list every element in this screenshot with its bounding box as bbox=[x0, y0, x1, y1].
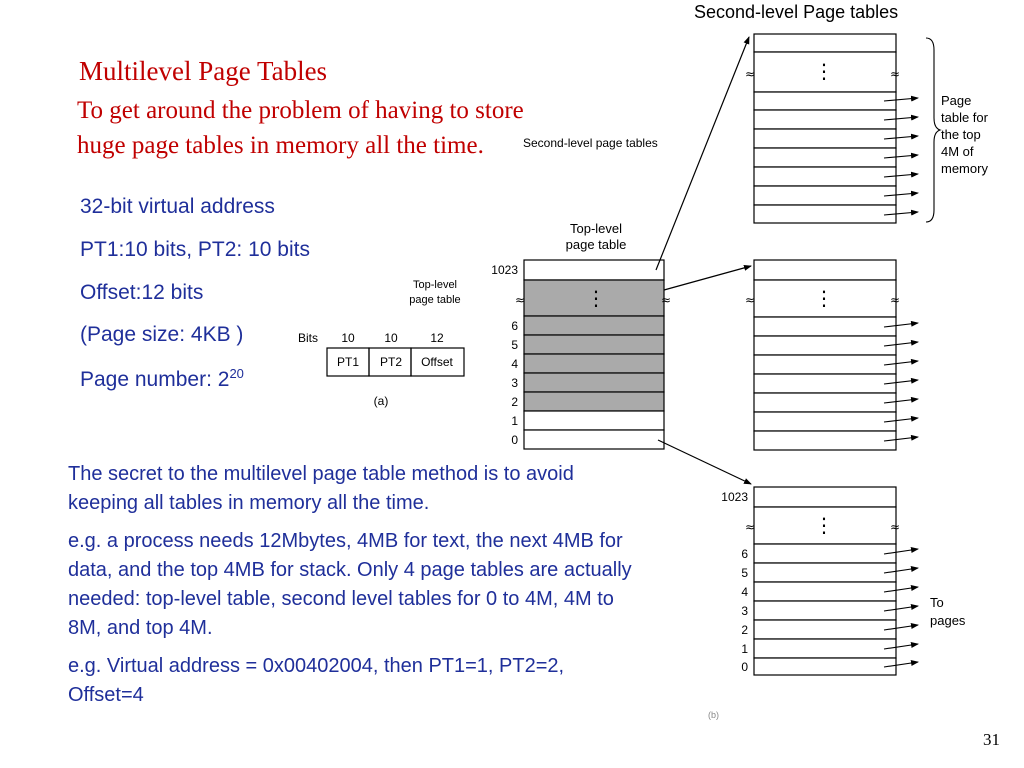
top-table-row-1023 bbox=[524, 260, 664, 280]
table2-ellipsis: ⋮ bbox=[814, 286, 834, 310]
page-number-exponent: 20 bbox=[229, 366, 244, 381]
second-level-table-middle bbox=[745, 260, 918, 450]
table3-index-1023: 1023 bbox=[721, 490, 748, 504]
spec-offset-bits: Offset:12 bits bbox=[80, 281, 204, 304]
top-index-6: 6 bbox=[511, 319, 518, 333]
second-level-small-label: Second-level page tables bbox=[523, 136, 658, 150]
spec-page-size: (Page size: 4KB ) bbox=[80, 323, 244, 346]
table3-index-0: 0 bbox=[741, 660, 748, 674]
explanation-paragraph-3: e.g. Virtual address = 0x00402004, then PT1=1, PT2=2, Offset=4 bbox=[68, 655, 565, 706]
table1-row-a bbox=[754, 34, 896, 52]
table3-index-5: 5 bbox=[741, 566, 748, 580]
brace-label-line1: Page bbox=[941, 93, 972, 108]
table1-row-e bbox=[754, 148, 896, 167]
offset-bits: 12 bbox=[430, 331, 444, 345]
table1-row-h bbox=[754, 205, 896, 223]
top-level-table bbox=[491, 260, 671, 449]
second-level-table-bottom bbox=[721, 487, 966, 675]
top-index-1: 1 bbox=[511, 414, 518, 428]
bits-label: Bits bbox=[298, 331, 319, 345]
brace-label-line3: the top bbox=[941, 127, 981, 142]
top-index-5: 5 bbox=[511, 338, 518, 352]
table1-row-g bbox=[754, 186, 896, 205]
top-level-label-line1: Top-level bbox=[569, 221, 623, 236]
table2-break-right: ≈ bbox=[890, 293, 901, 307]
top-table-row-2 bbox=[524, 392, 664, 411]
to-pages-line2: pages bbox=[930, 613, 966, 628]
table3-index-4: 4 bbox=[741, 585, 748, 599]
table1-ellipsis: ⋮ bbox=[814, 59, 834, 83]
table3-break-right: ≈ bbox=[890, 520, 901, 534]
page-number-label: Page number: 2 bbox=[80, 368, 230, 391]
pointer-row-1 bbox=[664, 266, 751, 290]
top-table-ellipsis: ⋮ bbox=[586, 286, 606, 310]
pt1-field-label: PT1 bbox=[336, 355, 360, 369]
pt2-field-label: PT2 bbox=[379, 355, 403, 369]
table1-break-right: ≈ bbox=[890, 67, 901, 81]
table2-break-left: ≈ bbox=[745, 293, 756, 307]
top-level-small-line1: Top-level bbox=[412, 279, 458, 291]
table2-row-h bbox=[754, 431, 896, 450]
table3-row-1 bbox=[754, 639, 896, 658]
top-table-row-3 bbox=[524, 373, 664, 392]
table1-row-f bbox=[754, 167, 896, 186]
top-index-3: 3 bbox=[511, 376, 518, 390]
table3-row-1023 bbox=[754, 487, 896, 507]
table3-index-2: 2 bbox=[741, 623, 748, 637]
top-level-label-line2: page table bbox=[565, 237, 627, 252]
brace-label-line2: table for bbox=[941, 110, 988, 125]
table1-row-d bbox=[754, 129, 896, 148]
spec-pt-bits: PT1:10 bits, PT2: 10 bits bbox=[80, 238, 310, 261]
table2-row-e bbox=[754, 374, 896, 393]
pointer-row-0 bbox=[658, 440, 751, 484]
table3-ellipsis: ⋮ bbox=[814, 513, 834, 537]
table3-row-0 bbox=[754, 658, 896, 675]
top-table-row-1 bbox=[524, 411, 664, 430]
table2-row-c bbox=[754, 336, 896, 355]
caption-a: (a) bbox=[373, 394, 389, 408]
brace-label-line4: 4M of bbox=[941, 144, 974, 159]
top-table-row-4 bbox=[524, 354, 664, 373]
table3-row-5 bbox=[754, 563, 896, 582]
table1-row-b bbox=[754, 92, 896, 110]
second-level-table-top bbox=[745, 34, 989, 223]
top-table-row-0 bbox=[524, 430, 664, 449]
table1-break-left: ≈ bbox=[745, 67, 756, 81]
table3-row-2 bbox=[754, 620, 896, 639]
table2-row-f bbox=[754, 393, 896, 412]
slide-subtitle: To get around the problem of having to store huge page tables in memory all the time. bbox=[77, 97, 524, 159]
table3-index-6: 6 bbox=[741, 547, 748, 561]
top-table-row-5 bbox=[524, 335, 664, 354]
top-index-0: 0 bbox=[511, 433, 518, 447]
pt1-bits: 10 bbox=[341, 331, 355, 345]
second-level-header: Second-level Page tables bbox=[694, 2, 899, 22]
table3-break-left: ≈ bbox=[745, 520, 756, 534]
explanation-paragraph-1: The secret to the multilevel page table method is to avoid keeping all tables in memory all the time. bbox=[68, 463, 574, 514]
top-break-right: ≈ bbox=[661, 293, 672, 307]
table2-row-g bbox=[754, 412, 896, 431]
top-level-small-line2: page table bbox=[409, 294, 461, 306]
top-index-1023: 1023 bbox=[491, 263, 518, 277]
top-index-2: 2 bbox=[511, 395, 518, 409]
spec-virtual-address: 32-bit virtual address bbox=[80, 195, 275, 218]
faded-caption-b: (b) bbox=[708, 710, 719, 720]
table2-row-a bbox=[754, 260, 896, 280]
slide-number: 31 bbox=[983, 730, 1000, 749]
brace-label-line5: memory bbox=[941, 161, 988, 176]
slide-title: Multilevel Page Tables bbox=[79, 56, 328, 86]
explanation-paragraph-2: e.g. a process needs 12Mbytes, 4MB for text, the next 4MB for data, and the top 4MB for stack. Only 4 page tables are actually needed: top-level table, second level tables for 0 to 4M, 4M to 8M, and top 4M. bbox=[68, 530, 632, 639]
pointer-row-1023 bbox=[656, 37, 749, 270]
page-table-brace bbox=[926, 38, 940, 222]
table3-index-3: 3 bbox=[741, 604, 748, 618]
table2-row-d bbox=[754, 355, 896, 374]
table2-row-b bbox=[754, 317, 896, 336]
pt2-bits: 10 bbox=[384, 331, 398, 345]
table3-row-3 bbox=[754, 601, 896, 620]
table3-row-6 bbox=[754, 544, 896, 563]
top-table-row-6 bbox=[524, 316, 664, 335]
table1-row-c bbox=[754, 110, 896, 129]
offset-field-label: Offset bbox=[421, 355, 453, 369]
top-break-left: ≈ bbox=[515, 293, 526, 307]
top-index-4: 4 bbox=[511, 357, 518, 371]
table3-row-4 bbox=[754, 582, 896, 601]
to-pages-line1: To bbox=[930, 595, 944, 610]
table3-index-1: 1 bbox=[741, 642, 748, 656]
